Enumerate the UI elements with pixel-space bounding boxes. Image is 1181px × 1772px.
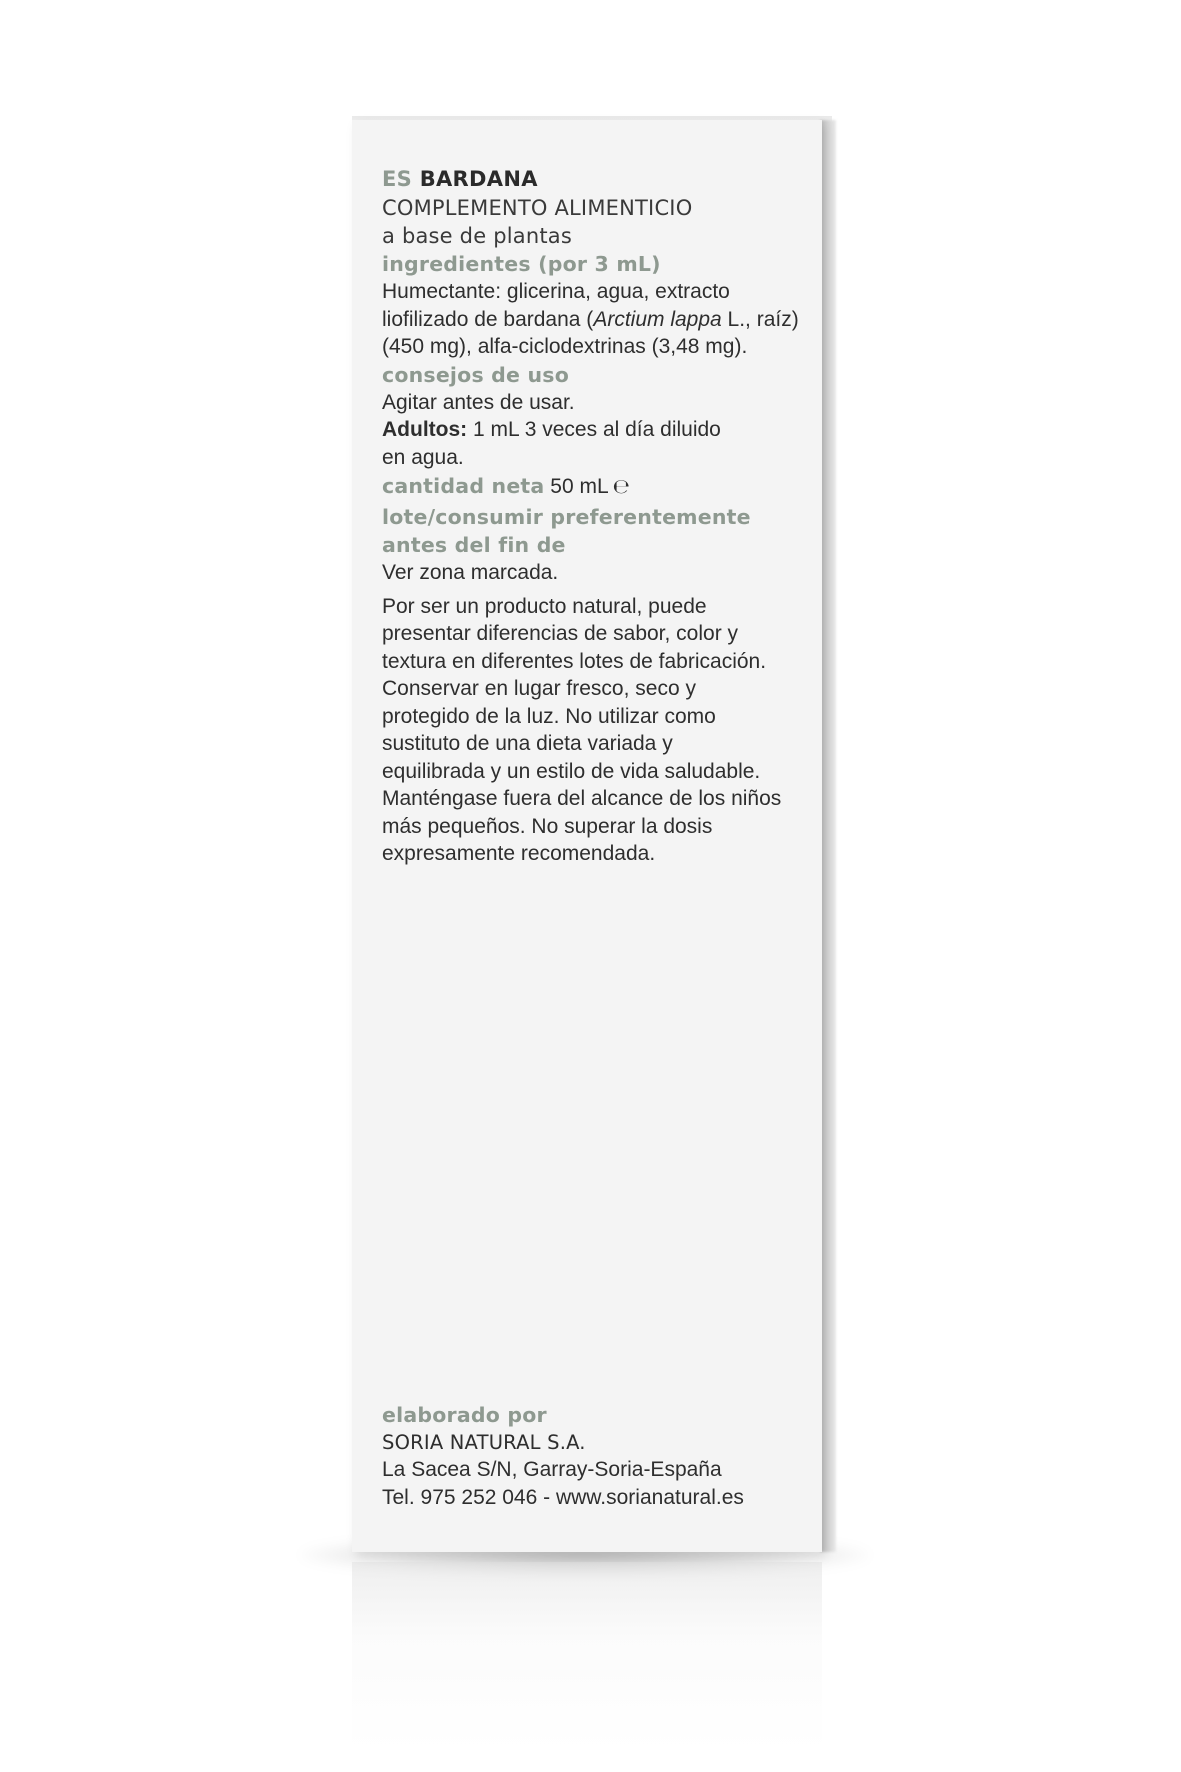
ingredients-line: (450 mg), alfa-ciclodextrinas (3,48 mg). [382,335,748,358]
ingredients-text: L., raíz) [721,307,799,331]
net-quantity [382,471,812,503]
ingredients-heading: ingredientes (por 3 mL) [382,252,661,276]
manufacturer-address: La Sacea S/N, Garray-Soria-España [382,1458,722,1481]
notice-line: textura en diferentes lotes de fabricación. [382,649,767,673]
usage-line: en agua. [382,445,464,469]
ingredients-line: Humectante: glicerina, agua, extracto [382,280,730,303]
manufacturer-contact: Tel. 975 252 046 - www.sorianatural.es [382,1485,744,1509]
ingredients-line [382,306,812,334]
net-quantity-value: 50 mL [544,475,609,498]
usage-line: Agitar antes de usar. [382,390,575,414]
label-text-block [382,164,812,868]
lot-heading-continued: antes del fin de [382,533,566,557]
usage-heading: consejos de uso [382,362,569,387]
net-quantity-heading: cantidad neta [382,474,545,498]
notice-line: Conservar en lugar fresco, seco y [382,677,696,700]
notice-line: protegido de la luz. No utilizar como [382,704,716,728]
notice-line: sustituto de una dieta variada y [382,732,673,755]
estimated-sign-icon: ℮ [612,474,630,498]
latin-name: Arctium lappa [593,307,722,331]
product-box-side-panel [352,120,822,1552]
notice-line: expresamente recomendada. [382,842,656,865]
product-title [382,164,812,194]
usage-line [382,416,812,444]
notice-line: presentar diferencias de sabor, color y [382,622,739,645]
lot-heading: lote/consumir preferentemente [382,505,751,529]
notice-line: más pequeños. No superar la dosis [382,814,713,838]
lot-text: Ver zona marcada. [382,561,559,584]
manufacturer-heading: elaborado por [382,1403,547,1427]
notice-line: equilibrada y un estilo de vida saludable. [382,759,761,783]
manufacturer-block [382,1401,812,1511]
language-code: ES [382,167,413,191]
notice-line: Manténgase fuera del alcance de los niños [382,787,782,810]
adults-dosage: 1 mL 3 veces al día diluido [467,418,721,441]
box-side-face [820,120,836,1552]
product-category: COMPLEMENTO ALIMENTICIO [382,196,693,220]
manufacturer-name: SORIA NATURAL S.A. [382,1431,586,1454]
adults-label: Adultos: [382,418,468,441]
box-reflection [352,1562,822,1752]
notice-line: Por ser un producto natural, puede [382,594,707,618]
product-category-detail: a base de plantas [382,224,572,248]
product-name: BARDANA [419,167,538,191]
ingredients-text: liofilizado de bardana ( [382,307,594,331]
